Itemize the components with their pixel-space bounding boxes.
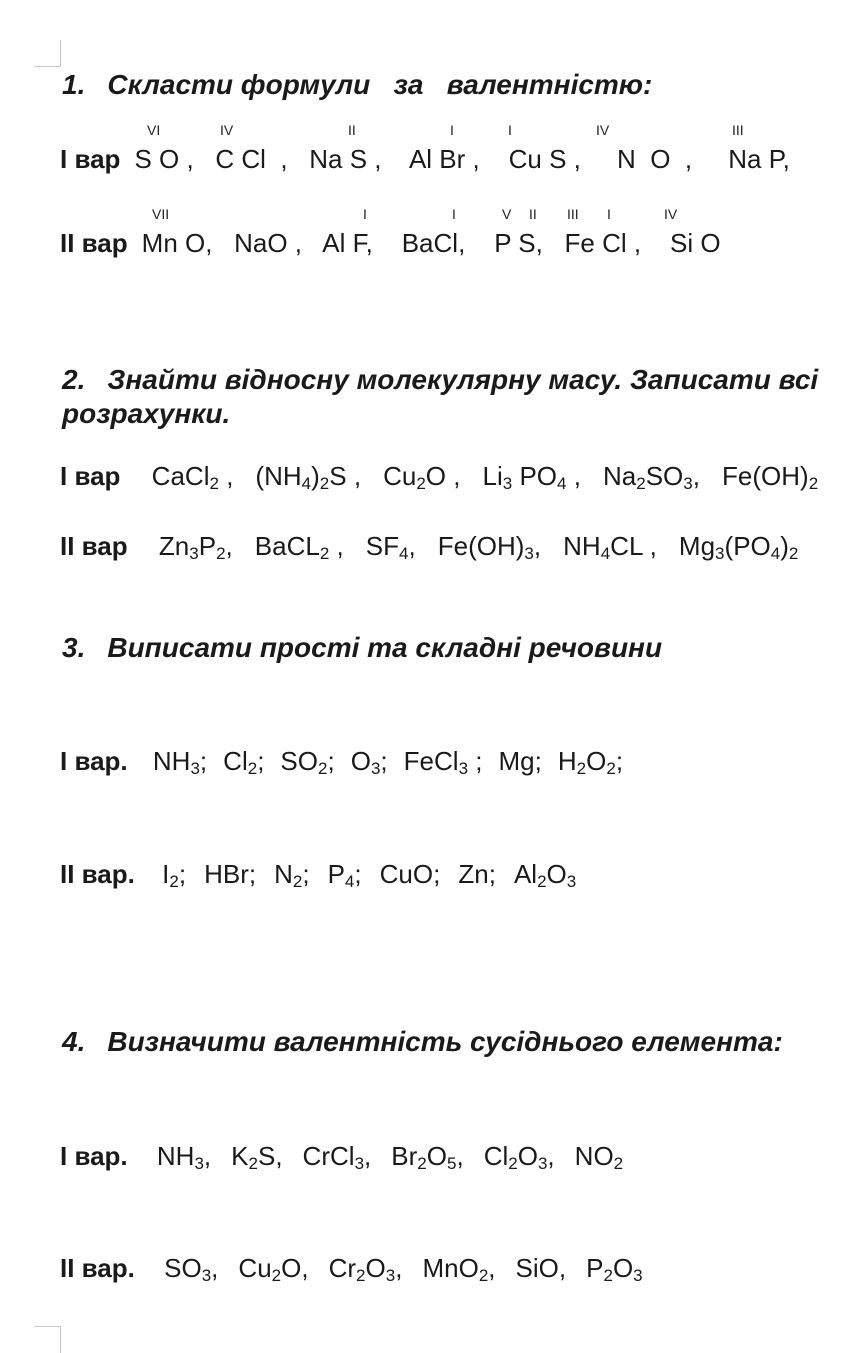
- task-number: 4.: [62, 1026, 86, 1057]
- task-number: 1.: [62, 69, 86, 100]
- valence-mark: IV: [596, 122, 610, 138]
- valence-mark: IV: [220, 122, 234, 138]
- task-2-heading: [62, 363, 852, 431]
- formula: CaCl$_2$ ,: [151, 461, 234, 493]
- valence-mark: I: [607, 206, 611, 222]
- formula-list: Mn O, NaO , Al F, BaCl, P S, Fe Cl , Si O: [141, 228, 721, 258]
- formula: MnO$_2$,: [422, 1253, 496, 1285]
- formula: $H_2O_2$;: [557, 746, 624, 778]
- formula: $SO_2$;: [280, 746, 335, 778]
- task-1-heading: [62, 68, 652, 102]
- formula: $SF_4$,: [365, 531, 416, 563]
- formula: $Cu_2O$,: [238, 1253, 309, 1285]
- task-3-variant-2: [60, 859, 594, 889]
- formula: $Fe(OH)_3$,: [437, 531, 542, 563]
- valence-mark: I: [450, 122, 454, 138]
- formula: $N_2$;: [274, 859, 310, 891]
- variant-label: II вар: [60, 228, 128, 258]
- formula: $Na_2SO_3$,: [602, 461, 700, 493]
- task-title: Знайти відносну молекулярну масу. Записати всі розрахунки.: [62, 364, 819, 429]
- formula: CuO;: [379, 859, 441, 889]
- variant-label: II вар: [60, 531, 128, 561]
- formula: $Cl_2$;: [223, 746, 265, 778]
- task-title: Визначити валентність сусіднього елемента:: [107, 1026, 783, 1057]
- formula: $NH_3$;: [152, 746, 208, 778]
- task-title: Скласти формули за валентністю:: [107, 69, 653, 100]
- valence-mark: V: [502, 206, 512, 222]
- valence-mark: II: [529, 206, 537, 222]
- task-4-variant-2: [60, 1253, 663, 1283]
- variant-label: I вар: [60, 144, 121, 174]
- formula-list: S O , C Cl , Na S , Al Br , Cu S , N O , Na P,: [134, 144, 790, 174]
- formula: $Li_3$ $PO_4$ ,: [482, 461, 581, 493]
- valence-mark: VII: [152, 206, 170, 222]
- valence-mark: IV: [664, 206, 678, 222]
- valence-mark: I: [508, 122, 512, 138]
- task-2-variant-1: [60, 461, 840, 491]
- task-number: 2.: [62, 364, 86, 395]
- formula: CrCl$_3$,: [302, 1141, 372, 1173]
- formula: $Br_2O_5$,: [391, 1141, 464, 1173]
- formula: $P_2O_3$: [586, 1253, 643, 1285]
- variant-label: II вар.: [60, 859, 135, 889]
- page-corner-mark-bottom: [34, 1326, 61, 1353]
- valence-mark: II: [348, 122, 356, 138]
- task-number: 3.: [62, 632, 86, 663]
- formula: $NH_4CL$ ,: [563, 531, 657, 563]
- formula: $Cu_2O$ ,: [383, 461, 461, 493]
- task-2-variant-2: [60, 531, 820, 561]
- valence-mark: I: [363, 206, 367, 222]
- formula: $Zn_3P_2$,: [158, 531, 233, 563]
- task-4-heading: [62, 1025, 783, 1059]
- formula: $Mg_3(PO_4)_2$: [678, 531, 799, 563]
- formula: SiO,: [515, 1253, 567, 1283]
- formula: $Al_2O_3$: [513, 859, 577, 891]
- valence-mark: III: [732, 122, 744, 138]
- formula: $I_2$;: [162, 859, 187, 891]
- formula: $(NH_4)_2S$ ,: [255, 461, 362, 493]
- formula: $SO_3$,: [164, 1253, 219, 1285]
- task-1-variant-1: [60, 144, 790, 174]
- formula: HBr;: [204, 859, 257, 889]
- task-title: Виписати прості та складні речовини: [107, 632, 663, 663]
- formula: $NO_2$: [574, 1141, 624, 1173]
- variant-label: I вар.: [60, 1141, 128, 1171]
- task-3-variant-1: [60, 746, 639, 776]
- formula: Mg;: [498, 746, 542, 776]
- task-1-variant-2: [60, 228, 721, 258]
- formula: $K_2S$,: [231, 1141, 283, 1173]
- formula: $Cl_2O_3$,: [483, 1141, 555, 1173]
- variant-label: II вар.: [60, 1253, 135, 1283]
- formula: Zn;: [458, 859, 496, 889]
- formula: $Fe(OH)_2$: [721, 461, 819, 493]
- variant-label: I вар.: [60, 746, 128, 776]
- valence-mark: VI: [147, 122, 161, 138]
- formula: $P_4$;: [327, 859, 362, 891]
- formula: $Cr_2O_3$,: [328, 1253, 403, 1285]
- variant-label: I вар: [60, 461, 121, 491]
- formula: $O_3$;: [350, 746, 388, 778]
- formula: $NH_3$,: [156, 1141, 212, 1173]
- valence-mark: I: [452, 206, 456, 222]
- formula: FeCl$_3$ ;: [403, 746, 483, 778]
- task-3-heading: [62, 631, 662, 665]
- task-4-variant-1: [60, 1141, 643, 1171]
- valence-mark: III: [567, 206, 579, 222]
- formula: BaCL$_2$ ,: [254, 531, 344, 563]
- page-corner-mark-top: [34, 40, 61, 67]
